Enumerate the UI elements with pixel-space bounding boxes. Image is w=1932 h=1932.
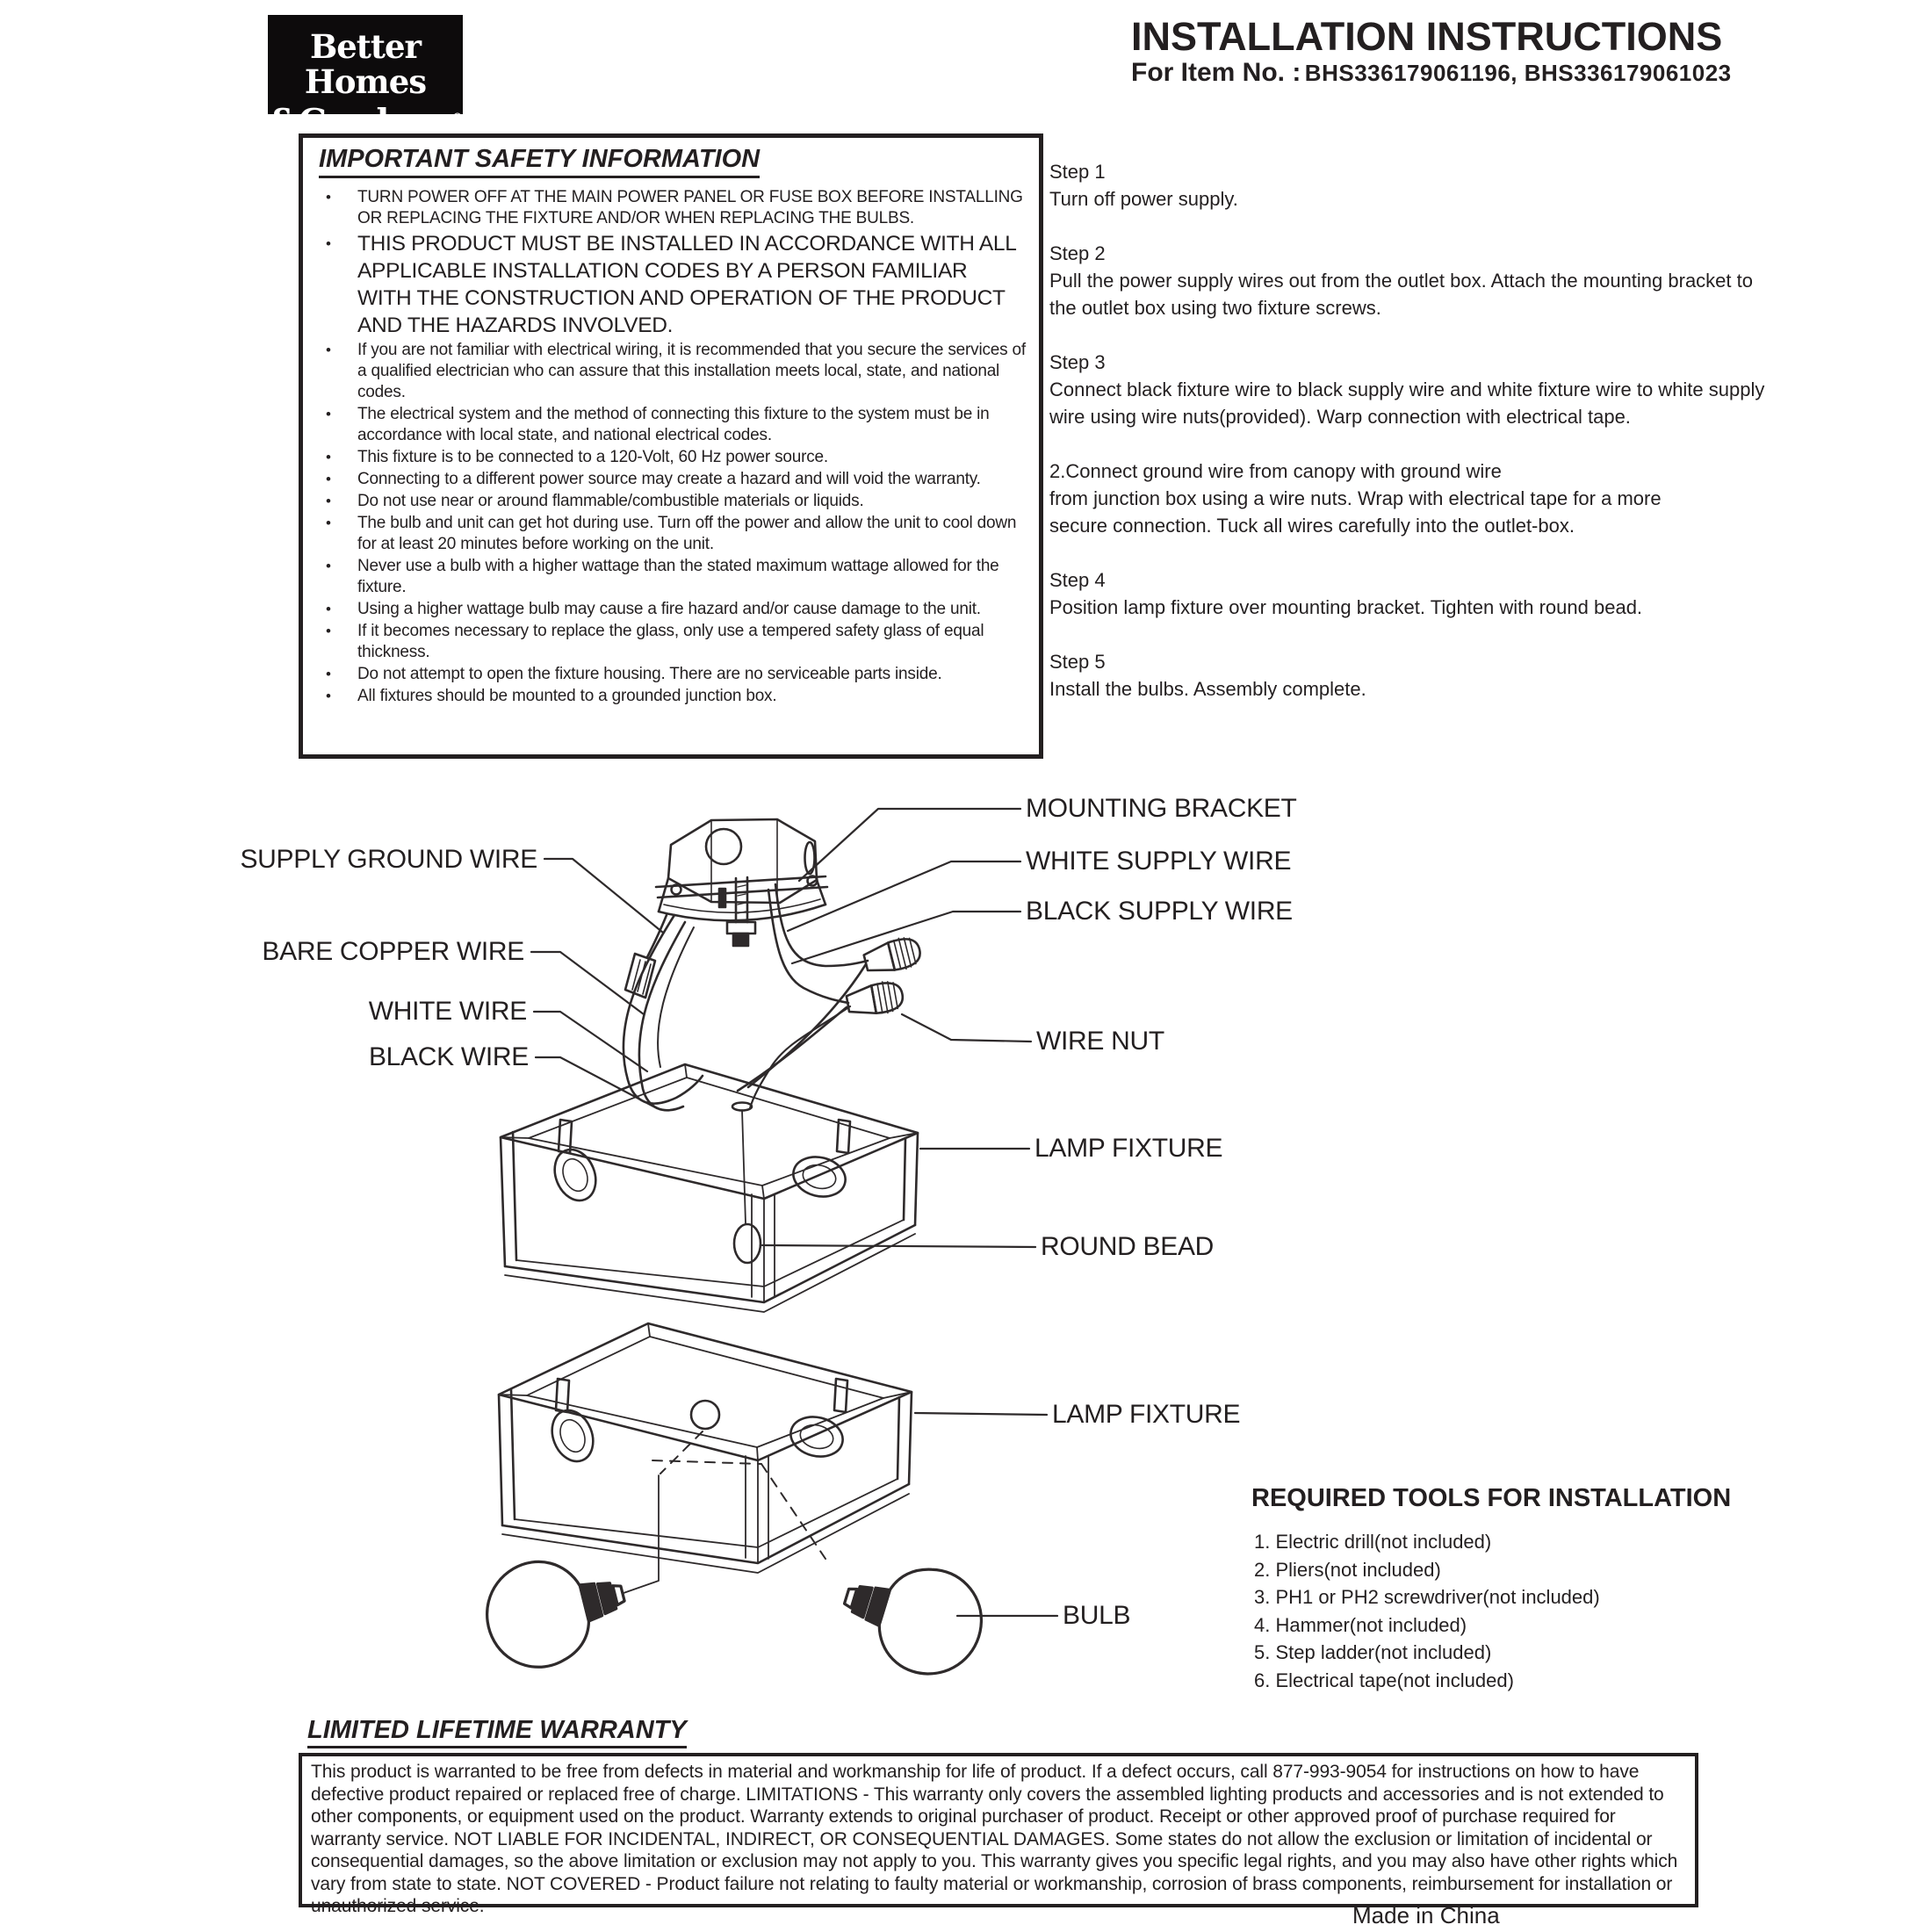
brand-logo [268, 15, 463, 142]
lamp-fixture-upper-drawing [501, 1064, 918, 1312]
label-supply-ground-wire: SUPPLY GROUND WIRE [240, 845, 537, 874]
tool-item: 2. Pliers(not included) [1254, 1558, 1441, 1581]
label-wire-nut: WIRE NUT [1036, 1027, 1164, 1056]
brand-logo-line1: Better Homes [304, 27, 427, 101]
step-body: Install the bulbs. Assembly complete. [1049, 678, 1366, 700]
label-white-wire: WHITE WIRE [368, 997, 527, 1026]
ground-wire-note [1049, 458, 1765, 539]
safety-bullet: • Do not attempt to open the fixture housing. There are no serviceable parts inside. [319, 664, 1027, 685]
item-number-label: For Item No. : [1131, 58, 1301, 87]
step-4 [1049, 566, 1765, 621]
label-bare-copper-wire: BARE COPPER WIRE [262, 937, 524, 966]
safety-bullet: • This fixture is to be connected to a 120-Volt, 60 Hz power source. [319, 447, 1027, 468]
step-body: Turn off power supply. [1049, 188, 1238, 210]
step-2 [1049, 240, 1765, 321]
step-title: Step 3 [1049, 351, 1106, 373]
safety-bullet: • THIS PRODUCT MUST BE INSTALLED IN ACCORDANCE WITH ALL APPLICABLE INSTALLATION CODES BY A PERSON FAMILIAR WITH THE CONSTRUCTION AND OPERATION OF THE PRODUCT AND THE HAZARDS INVOLVED. [319, 230, 1027, 339]
registered-mark: ® [451, 112, 463, 125]
label-lamp-fixture-upper: LAMP FIXTURE [1034, 1134, 1223, 1163]
label-bulb: BULB [1063, 1601, 1131, 1630]
bulb-drawing-left [476, 1542, 636, 1677]
step-title: Step 2 [1049, 242, 1106, 264]
lamp-fixture-lower-drawing [499, 1323, 912, 1573]
safety-bullet: • Using a higher wattage bulb may cause a fire hazard and/or cause damage to the unit. [319, 599, 1027, 620]
safety-bullet: • Connecting to a different power source may create a hazard and will void the warranty. [319, 469, 1027, 490]
ground-wire-drawing [625, 915, 667, 998]
tool-item: 4. Hammer(not included) [1254, 1613, 1467, 1636]
step-title: Step 1 [1049, 161, 1106, 183]
label-black-wire: BLACK WIRE [368, 1042, 529, 1071]
safety-heading: IMPORTANT SAFETY INFORMATION [319, 145, 760, 178]
page-title: INSTALLATION INSTRUCTIONS [1131, 14, 1723, 59]
warranty-body: This product is warranted to be free from defects in material and workmanship for life of product. If a defect occurs, call 877-993-9054 for instructions on how to have defective product repaired or replaced free of charge. LIMITATIONS - This warranty only covers the assembled lighting products and accessories and is not extended to other components, or equipment used on the product. Warranty extends to original purchaser of product. Receipt or other approved proof of purchase required for warranty service. NOT LIABLE FOR INCIDENTAL, INDIRECT, OR CONSEQUENTIAL DAMAGES. Some states do not allow the exclusion or limitation of incidental or consequential damages, so the above limitation or exclusion may not apply to you. This warranty gives you specific legal rights, and you may also have other rights which vary from state to state. NOT COVERED - Product failure not relating to faulty material or workmanship, corrosion of brass components, reimbursement for installation or unauthorized service. [311, 1762, 1678, 1916]
safety-information-box [299, 133, 1043, 759]
note-line: 2.Connect ground wire from canopy with ground wire [1049, 460, 1502, 482]
step-title: Step 5 [1049, 651, 1106, 673]
label-white-supply-wire: WHITE SUPPLY WIRE [1026, 847, 1292, 876]
step-3 [1049, 349, 1765, 430]
step-5 [1049, 648, 1765, 703]
warranty-heading: LIMITED LIFETIME WARRANTY [307, 1716, 687, 1748]
made-in-origin: Made in China [1352, 1902, 1500, 1928]
tool-item: 1. Electric drill(not included) [1254, 1531, 1492, 1553]
safety-bullet: • The bulb and unit can get hot during use. Turn off the power and allow the unit to cool down for at least 20 minutes before working on the unit. [319, 513, 1027, 555]
note-line: from junction box using a wire nuts. Wrap with electrical tape for a more [1049, 487, 1662, 509]
item-number-line [1131, 58, 1732, 88]
leader-lines [531, 809, 1057, 1616]
label-lamp-fixture-lower: LAMP FIXTURE [1052, 1400, 1241, 1429]
label-black-supply-wire: BLACK SUPPLY WIRE [1026, 897, 1293, 926]
safety-bullet: • If you are not familiar with electrical wiring, it is recommended that you secure the services of a qualified electrician who can assure that this installation meets local, state, and national codes. [319, 340, 1027, 403]
safety-bullet: • If it becomes necessary to replace the glass, only use a tempered safety glass of equal thickness. [319, 621, 1027, 663]
safety-bullet: • The electrical system and the method of connecting this fixture to the system must be in accordance with local state, and national electrical codes. [319, 404, 1027, 446]
tool-item: 3. PH1 or PH2 screwdriver(not included) [1254, 1586, 1600, 1608]
wire-nut-drawing-2 [845, 979, 905, 1020]
tools-heading: REQUIRED TOOLS FOR INSTALLATION [1251, 1484, 1732, 1512]
step-title: Step 4 [1049, 569, 1106, 591]
wire-nut-drawing-1 [862, 934, 924, 978]
note-line: secure connection. Tuck all wires carefully into the outlet-box. [1049, 515, 1575, 537]
safety-bullet: • TURN POWER OFF AT THE MAIN POWER PANEL OR FUSE BOX BEFORE INSTALLING OR REPLACING THE FIXTURE AND/OR WHEN REPLACING THE BULBS. [319, 187, 1027, 229]
tool-item: 6. Electrical tape(not included) [1254, 1669, 1514, 1691]
safety-bullet-list [319, 187, 1027, 707]
safety-bullet: • All fixtures should be mounted to a grounded junction box. [319, 686, 1027, 707]
safety-bullet: • Do not use near or around flammable/combustible materials or liquids. [319, 491, 1027, 512]
step-1 [1049, 158, 1765, 213]
installation-steps [1049, 158, 1765, 730]
item-numbers: BHS336179061196, BHS336179061023 [1304, 60, 1732, 86]
label-round-bead: ROUND BEAD [1041, 1232, 1215, 1261]
fixture-wires-drawing [624, 915, 703, 1110]
brand-logo-line2: &Gardens® [268, 102, 463, 142]
label-mounting-bracket: MOUNTING BRACKET [1026, 794, 1297, 823]
safety-bullet: • Never use a bulb with a higher wattage than the stated maximum wattage allowed for the fixture. [319, 556, 1027, 598]
tool-item: 5. Step ladder(not included) [1254, 1641, 1492, 1663]
tools-list [1254, 1528, 1600, 1694]
step-body: Pull the power supply wires out from the outlet box. Attach the mounting bracket to the outlet box using two fixture screws. [1049, 270, 1753, 319]
step-body: Position lamp fixture over mounting bracket. Tighten with round bead. [1049, 596, 1643, 618]
step-body: Connect black fixture wire to black supply wire and white fixture wire to white supply wire using wire nuts(provided). Warp connection with electrical tape. [1049, 378, 1765, 428]
